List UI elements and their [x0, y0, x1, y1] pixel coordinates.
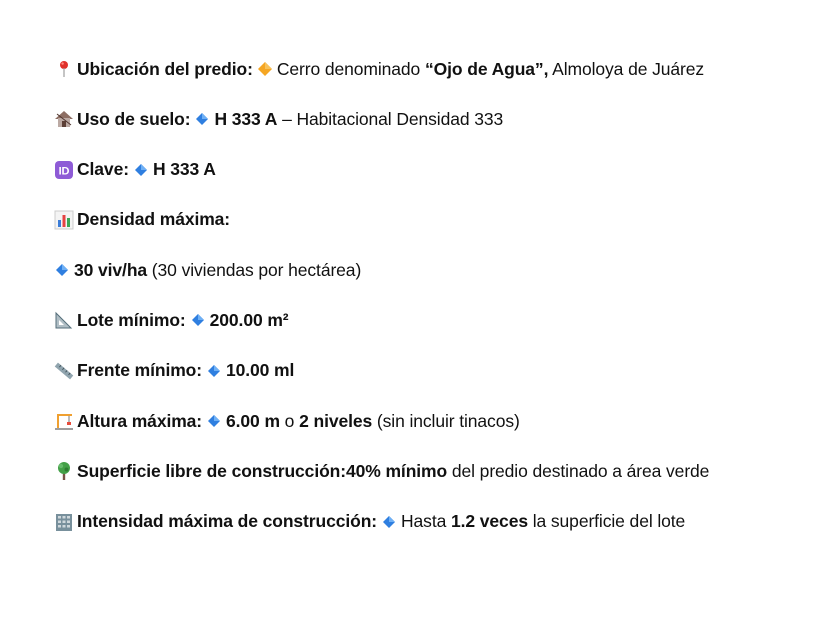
uso-suelo-code: H 333 A [214, 108, 278, 129]
line-lote [54, 307, 834, 333]
ubicacion-text-b: Almoloya de Juárez [548, 58, 705, 79]
line-frente [54, 358, 834, 384]
lote-value: 200.00 m² [209, 309, 289, 330]
id-button-icon [54, 160, 74, 180]
frente-label: Frente mínimo: [77, 360, 202, 381]
line-altura [54, 408, 834, 434]
small-blue-diamond-icon [190, 312, 206, 328]
svg-text:ID: ID [58, 165, 70, 178]
ubicacion-text-a: Cerro denominado [276, 58, 425, 79]
viviendas-value: 30 viv/ha [74, 259, 148, 280]
frente-value: 10.00 ml [226, 360, 295, 381]
uso-suelo-label: Uso de suelo: [77, 108, 191, 129]
bar-chart-icon [54, 210, 74, 230]
ubicacion-label: Ubicación del predio: [77, 58, 253, 79]
line-viviendas [54, 257, 834, 283]
clave-code: H 333 A [152, 159, 216, 180]
altura-label: Altura máxima: [77, 410, 203, 431]
line-ubicacion [54, 56, 834, 82]
intensidad-text-a: Hasta [401, 511, 451, 532]
triangular-ruler-icon [54, 310, 74, 330]
office-building-icon [54, 512, 74, 532]
intensidad-text-b: la superficie del lote [527, 511, 686, 532]
clave-label: Clave: [77, 159, 129, 180]
small-blue-diamond-icon [54, 262, 70, 278]
small-blue-diamond-icon [206, 363, 222, 379]
line-uso-suelo [54, 106, 834, 132]
intensidad-value: 1.2 veces [451, 511, 528, 532]
viviendas-text: (30 viviendas por hectárea) [147, 259, 362, 280]
deciduous-tree-icon [54, 461, 74, 481]
small-blue-diamond-icon [206, 413, 222, 429]
superficie-text: del predio destinado a área verde [447, 460, 710, 481]
altura-text-o: o [279, 410, 300, 431]
document-body [54, 56, 834, 559]
large-orange-diamond-icon [257, 61, 273, 77]
small-blue-diamond-icon [133, 162, 149, 178]
line-intensidad [54, 509, 834, 535]
densidad-label: Densidad máxima: [77, 209, 231, 230]
line-densidad [54, 207, 834, 233]
altura-value-niveles: 2 niveles [299, 410, 373, 431]
round-pushpin-icon [54, 59, 74, 79]
straight-ruler-icon [54, 361, 74, 381]
line-clave [54, 157, 834, 183]
lote-label: Lote mínimo: [77, 309, 186, 330]
small-blue-diamond-icon [381, 514, 397, 530]
altura-value-m: 6.00 m [226, 410, 280, 431]
intensidad-label: Intensidad máxima de construcción: [77, 511, 378, 532]
derelict-house-icon [54, 109, 74, 129]
ubicacion-name: “Ojo de Agua”, [424, 58, 549, 79]
superficie-label: Superficie libre de construcción:40% mínimo [77, 460, 448, 481]
building-construction-icon [54, 411, 74, 431]
line-superficie [54, 458, 834, 484]
altura-text: (sin incluir tinacos) [372, 410, 520, 431]
uso-suelo-text: – Habitacional Densidad 333 [277, 108, 504, 129]
small-blue-diamond-icon [194, 111, 210, 127]
